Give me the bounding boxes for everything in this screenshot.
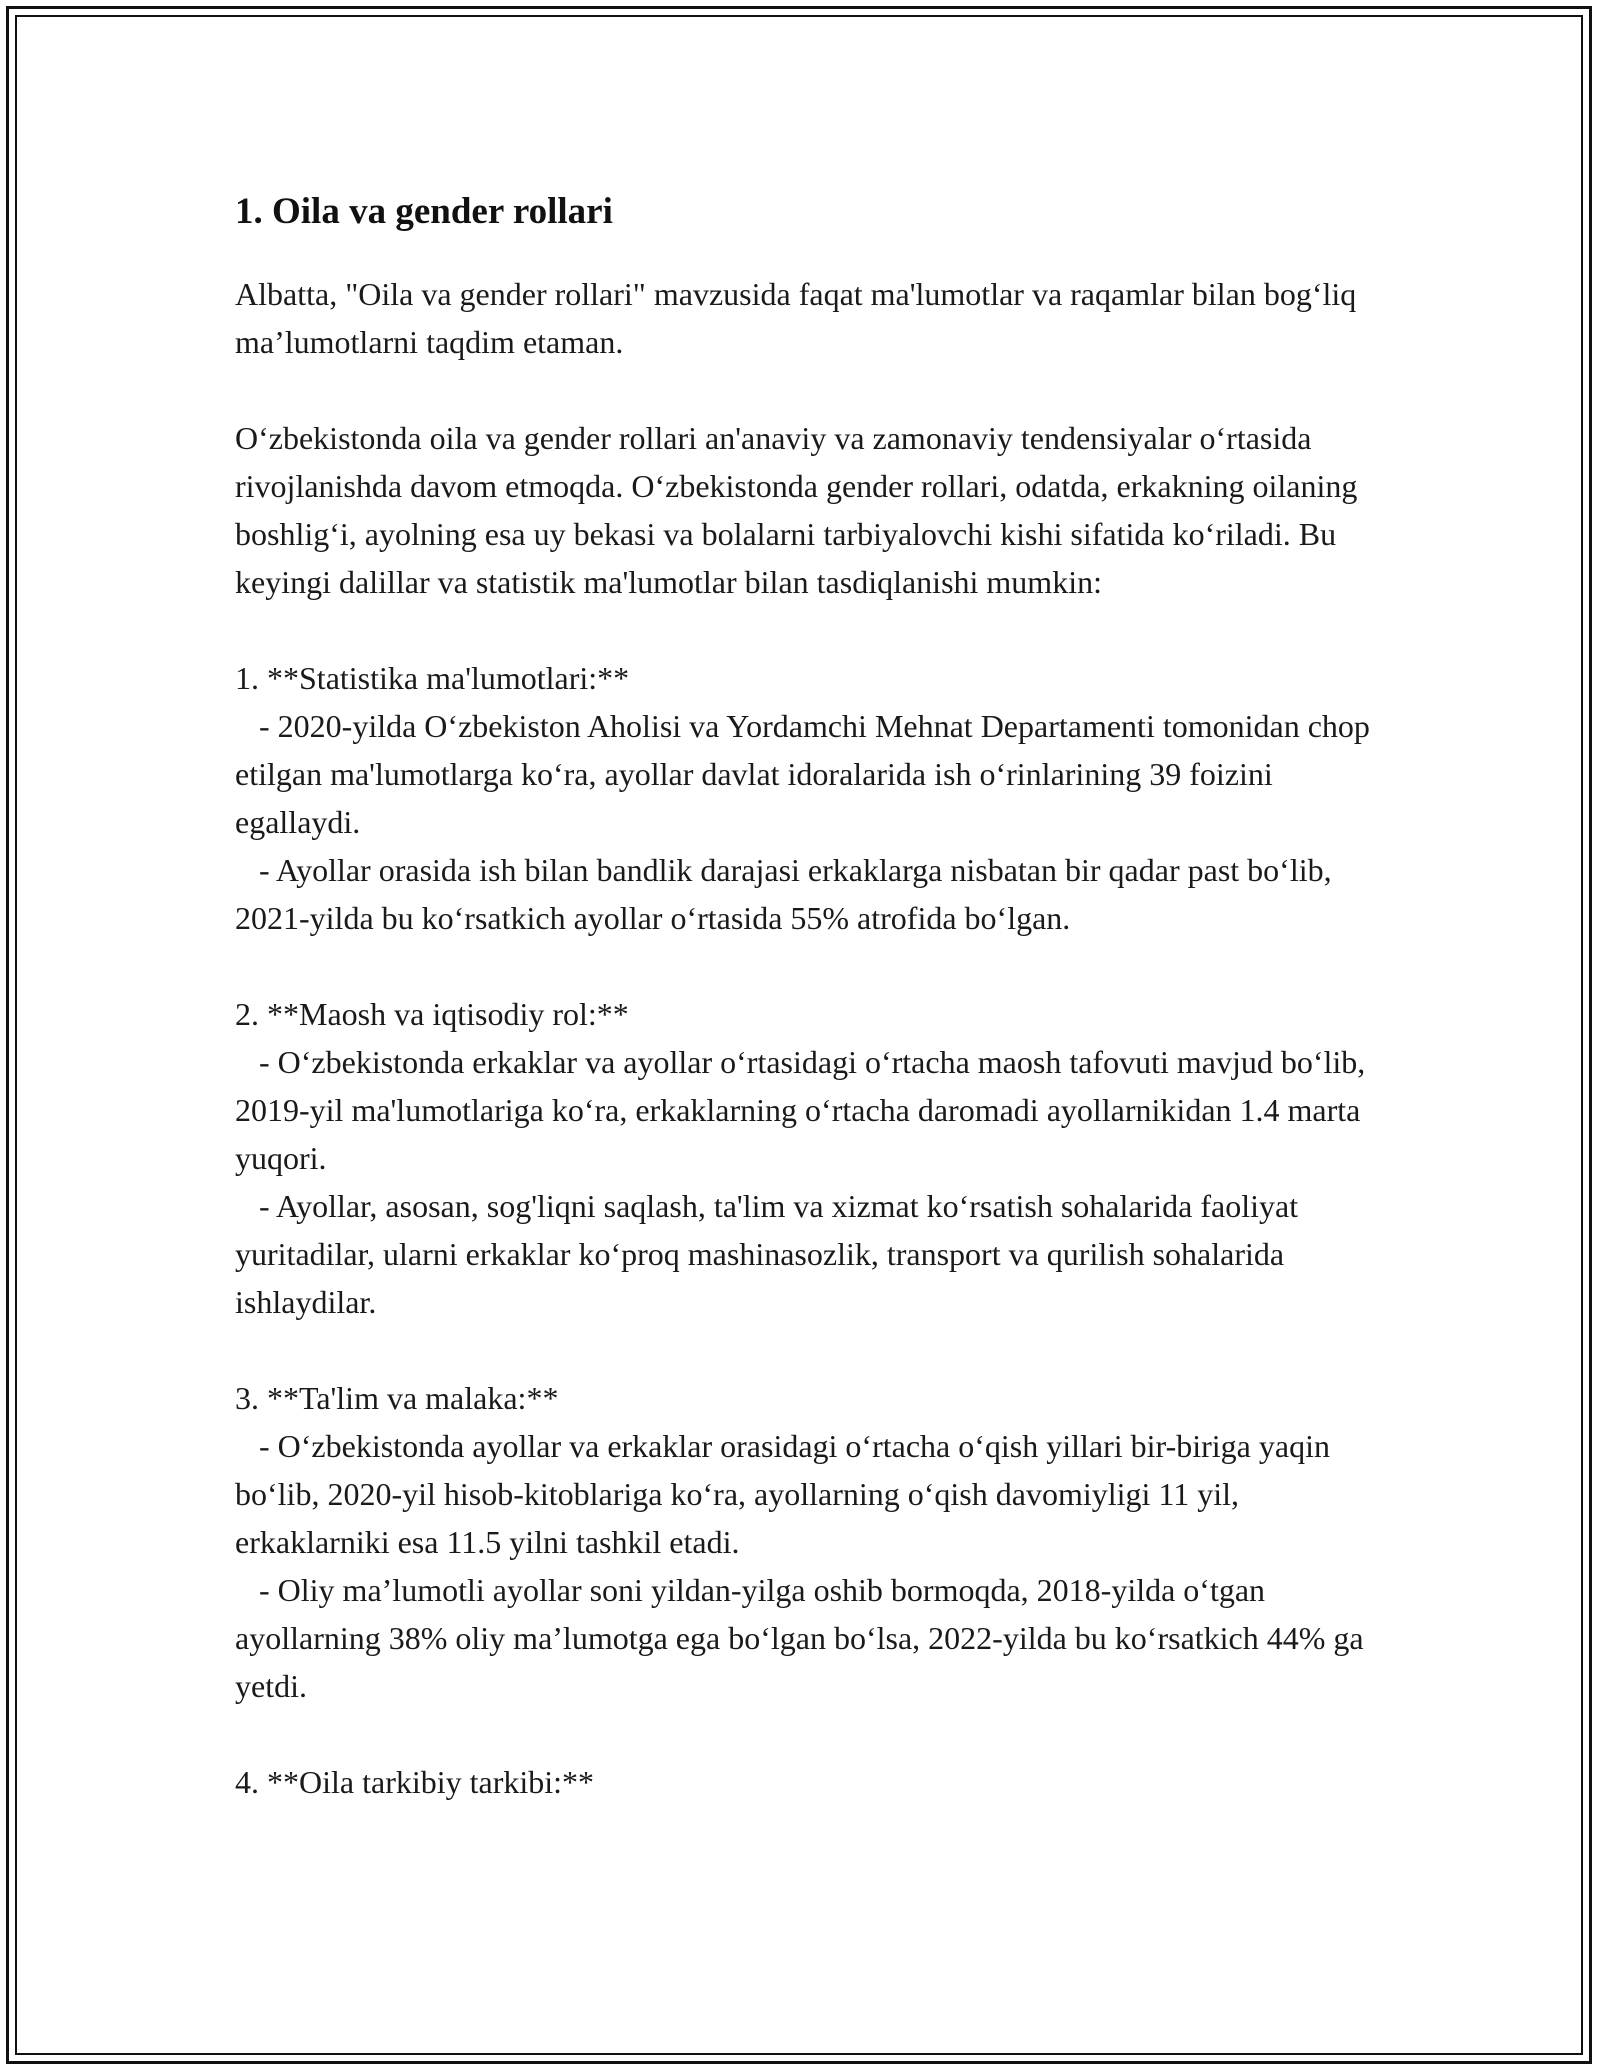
section-statistics bbox=[235, 654, 1385, 942]
document-title: 1. Oila va gender rollari bbox=[235, 191, 613, 232]
section-heading: 4. **Oila tarkibiy tarkibi:** bbox=[235, 1764, 595, 1800]
section-heading: 2. **Maosh va iqtisodiy rol:** bbox=[235, 996, 629, 1032]
bullet-item: - Oliy ma’lumotli ayollar soni yildan-yilga oshib bormoqda, 2018-yilda o‘tgan ayollarning 38% oliy ma’lumotga ega bo‘lgan bo‘lsa, 2022-yilda bu ko‘rsatkich 44% ga yetdi. bbox=[235, 1572, 1364, 1704]
section-family-structure bbox=[235, 1758, 1385, 1806]
section-heading: 1. **Statistika ma'lumotlari:** bbox=[235, 660, 630, 696]
document-body bbox=[235, 188, 1385, 1854]
bullet-item: - O‘zbekistonda erkaklar va ayollar o‘rtasidagi o‘rtacha maosh tafovuti mavjud bo‘lib, 2019-yil ma'lumotlariga ko‘ra, erkaklarning o‘rtacha daromadi ayollarnikidan 1.4 marta yuqori. bbox=[235, 1044, 1366, 1176]
bullet-item: - Ayollar orasida ish bilan bandlik darajasi erkaklarga nisbatan bir qadar past bo‘lib, 2021-yilda bu ko‘rsatkich ayollar o‘rtasida 55% atrofida bo‘lgan. bbox=[235, 852, 1332, 936]
section-salary bbox=[235, 990, 1385, 1326]
bullet-item: - Ayollar, asosan, sog'liqni saqlash, ta'lim va xizmat ko‘rsatish sohalarida faoliyat yuritadilar, ularni erkaklar ko‘proq mashinasozlik, transport va qurilish sohalarida ishlaydilar. bbox=[235, 1188, 1299, 1320]
intro-paragraph: Albatta, "Oila va gender rollari" mavzusida faqat ma'lumotlar va raqamlar bilan bog‘liq ma’lumotlarni taqdim etaman. bbox=[235, 276, 1357, 360]
context-paragraph: O‘zbekistonda oila va gender rollari an'anaviy va zamonaviy tendensiyalar o‘rtasida rivojlanishda davom etmoqda. O‘zbekistonda gender rollari, odatda, erkakning oilaning boshlig‘i, ayolning esa uy bekasi va bolalarni tarbiyalovchi kishi sifatida ko‘riladi. Bu keyingi dalillar va statistik ma'lumotlar bilan tasdiqlanishi mumkin: bbox=[235, 420, 1358, 600]
bullet-item: - O‘zbekistonda ayollar va erkaklar orasidagi o‘rtacha o‘qish yillari bir-biriga yaqin bo‘lib, 2020-yil hisob-kitoblariga ko‘ra, ayollarning o‘qish davomiyligi 11 yil, erkaklarniki esa 11.5 yilni tashkil etadi. bbox=[235, 1428, 1330, 1560]
bullet-item: - 2020-yilda O‘zbekiston Aholisi va Yordamchi Mehnat Departamenti tomonidan chop etilgan ma'lumotlarga ko‘ra, ayollar davlat idoralarida ish o‘rinlarining 39 foizini egallaydi. bbox=[235, 708, 1370, 840]
section-education bbox=[235, 1374, 1385, 1710]
section-heading: 3. **Ta'lim va malaka:** bbox=[235, 1380, 559, 1416]
